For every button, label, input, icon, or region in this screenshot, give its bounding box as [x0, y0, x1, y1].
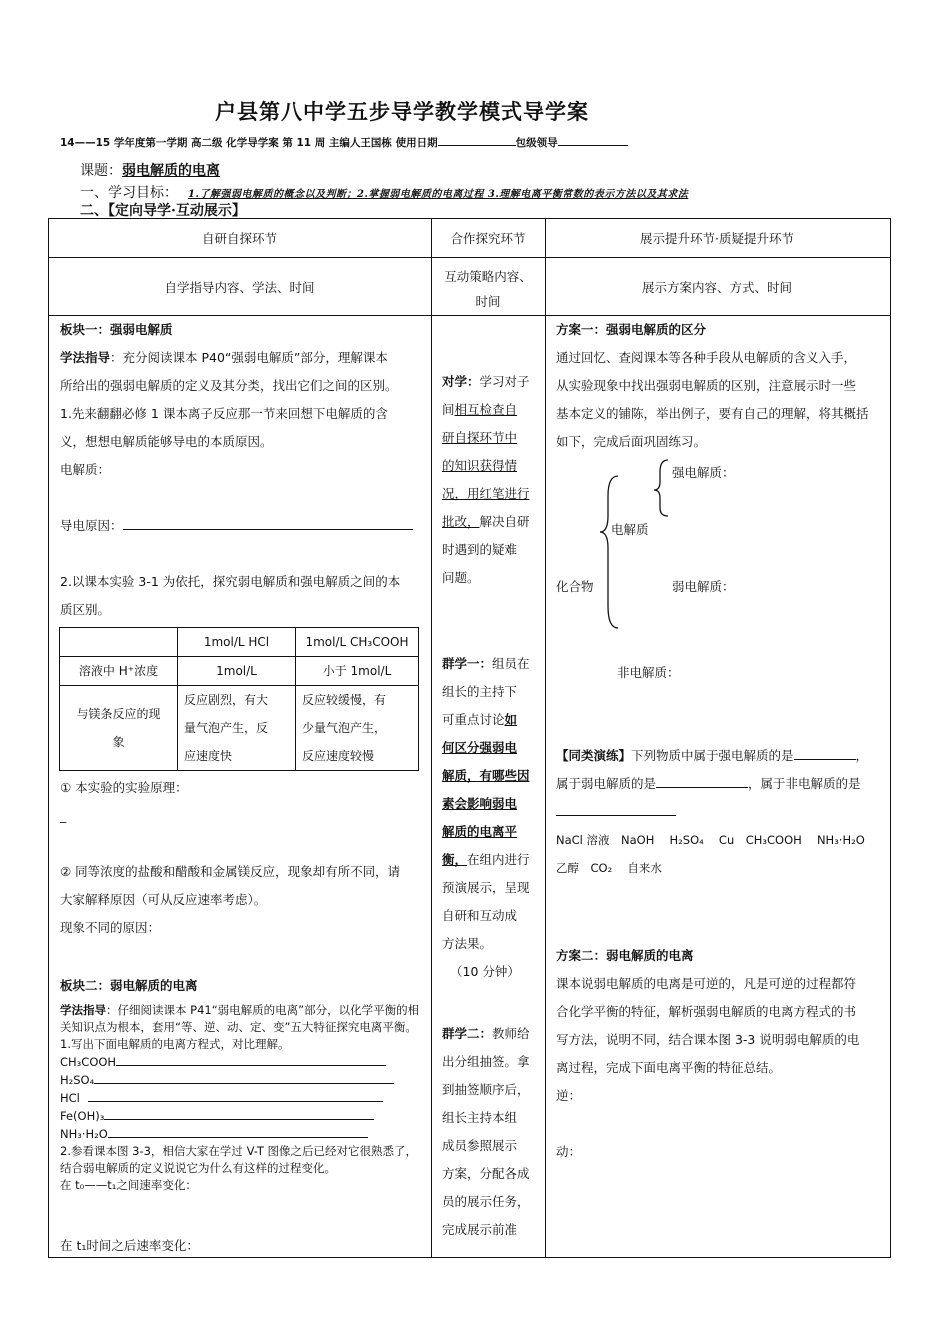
equation-line: [60, 1071, 422, 1089]
text: 时遇到的疑难: [442, 542, 518, 557]
col3-plan1: [556, 316, 886, 456]
method-text: ：仔细阅读课本 P41“弱电解质的电离”部分，以化学平衡的相关知识点为根本，套用“等、逆、动、定、变”五大特征探究电离平衡。: [60, 1003, 420, 1034]
text: 学习对子: [479, 374, 530, 389]
col2-pair-study: [442, 368, 537, 592]
conduct-line: [60, 512, 425, 540]
question3-line1: ② 同等浓度的盐酸和醋酸和金属镁反应，现象却有所不同，请: [60, 864, 401, 879]
conduct-label: 导电原因：: [60, 518, 123, 533]
topic-line: [80, 160, 220, 180]
text: 况，用红笔进行: [442, 486, 530, 501]
text: 下列物质中属于强电解质的是: [631, 748, 794, 763]
dynamic-label: 动：: [556, 1144, 582, 1159]
t-range-2-wrap: [60, 1232, 425, 1260]
col-header-cooperation: 合作探究环节: [450, 231, 526, 246]
t-range-1: 在 t₀——t₁之间速率变化：: [60, 1178, 197, 1192]
goal-line: [80, 182, 688, 202]
weak-electrolyte-label: 弱电解质：: [672, 579, 735, 594]
text: 离过程，完成下面电离平衡的特征总结。: [556, 1060, 782, 1075]
text: 组员在: [492, 656, 530, 671]
text: 方法果。: [442, 936, 493, 951]
block2-title-text: 板块二：弱电解质的电离: [60, 978, 198, 993]
block1-method-line2: 所给出的强弱电解质的定义及其分类，找出它们之间的区别。: [60, 378, 398, 393]
text: 批改，: [442, 514, 480, 529]
text: ，属于非电解质的是: [748, 776, 861, 791]
col-header-self-study: 自研自探环节: [201, 231, 277, 246]
table-cell: [296, 686, 419, 771]
text: 可重点讨论: [442, 712, 505, 727]
text: 如下，完成后面巩固练习。: [556, 434, 707, 449]
question2-line2: 质区别。: [60, 602, 111, 617]
col-sub-cooperation: [431, 264, 545, 314]
meta-prefix: 14——15 学年度第一学期 高二级 化学导学案 第 11 周 主编人王国栋 使用日期: [60, 137, 438, 149]
text: 何区分强弱电: [442, 740, 518, 755]
cell-line: 反应较缓慢，有: [302, 693, 387, 707]
text: 属于弱电解质的是: [556, 776, 657, 791]
block2-title: [60, 972, 425, 1000]
divider: [545, 218, 546, 1257]
col-sub-self-study: 自学指导内容、学法、时间: [164, 280, 315, 295]
reverse-label: 逆：: [556, 1088, 582, 1103]
section-heading: 二、【定向导学·互动展示】: [80, 203, 246, 219]
electrolyte-label: 电解质: [611, 522, 649, 537]
text: 完成展示前准: [442, 1222, 518, 1237]
col2-group-study-1: [442, 650, 537, 986]
text: 组长主持本组: [442, 1110, 518, 1125]
block2-content: [60, 1002, 422, 1194]
divider: [431, 218, 432, 1257]
text: 自研和互动成: [442, 908, 518, 923]
text: 教师给: [492, 1026, 530, 1041]
goal-label: 一、学习目标：: [80, 185, 178, 201]
substances-line1: NaCl 溶液 NaOH H₂SO₄ Cu CH₃COOH NH₃·H₂O: [556, 833, 865, 847]
page-title: 户县第八中学五步导学教学模式导学案: [215, 100, 589, 124]
method-label: 学法指导: [60, 350, 111, 365]
answer-blank[interactable]: [556, 801, 676, 816]
t-range-2: 在 t₁时间之后速率变化：: [60, 1238, 199, 1253]
topic-value: 弱电解质的电离: [122, 163, 220, 179]
answer-blank[interactable]: [656, 773, 748, 788]
group1-label: 群学一：: [442, 656, 493, 671]
text: 从实验现象中找出强弱电解质的区别，注意展示时一些: [556, 378, 857, 393]
col-header-display: 展示提升环节·质疑提升环节: [640, 231, 794, 246]
equation-blank[interactable]: [116, 1053, 386, 1066]
eq-label: NH₃·H₂O: [60, 1127, 108, 1141]
inner-brace: [654, 460, 668, 516]
text: 写方法，说明不同，结合课本图 3-3 说明弱电解质的电: [556, 1032, 860, 1047]
pair-study-label: 对学：: [442, 374, 480, 389]
method-label: 学法指导: [60, 1003, 106, 1017]
eq-label: Fe(OH)₃: [60, 1109, 105, 1123]
reason-label: 现象不同的原因：: [60, 920, 161, 935]
method-text: ：充分阅读课本 P40“强弱电解质”部分，理解课本: [110, 350, 388, 365]
group2-label: 群学二：: [442, 1026, 493, 1041]
strong-electrolyte-label: 强电解质：: [672, 465, 735, 480]
eq-label: HCl: [60, 1091, 80, 1105]
text: 在组内进行: [467, 852, 530, 867]
plan2-title: 方案二：弱电解质的电离: [556, 948, 694, 963]
principle-dash: _: [60, 808, 67, 823]
electrolyte-label: 电解质：: [60, 462, 111, 477]
question1-line1: 1.先来翻翻必修 1 课本离子反应那一节来回想下电解质的含: [60, 406, 388, 421]
outer-brace: [600, 476, 618, 628]
text: 到抽签顺序后，: [442, 1082, 530, 1097]
col3-practice: [556, 742, 886, 882]
equation-line: [60, 1107, 422, 1125]
table-cell: 溶液中 H⁺浓度: [60, 657, 178, 686]
block2-question1: 1.写出下面电解质的电离方程式，对比理解。: [60, 1037, 290, 1051]
meta-line: [60, 134, 628, 150]
text: 员的展示任务，: [442, 1194, 530, 1209]
practice-label: 【同类演练】: [556, 748, 632, 763]
col2-group-study-2: [442, 1020, 537, 1244]
goal-value: 1.了解强弱电解质的概念以及判断；2.掌握弱电解质的电离过程 3.理解电离平衡常数的表示方法以及其求法: [188, 189, 689, 200]
substances-line2: 乙醇 CO₂ 自来水: [556, 861, 662, 875]
eq-label: CH₃COOH: [60, 1055, 117, 1069]
text: 成员参照展示: [442, 1138, 518, 1153]
equation-blank[interactable]: [108, 1125, 368, 1138]
principle-label: ① 本实验的实验原理：: [60, 780, 188, 795]
meta-mid: 包级领导: [515, 137, 558, 149]
col-sub-cooperation-line1: 互动策略内容、: [444, 269, 532, 284]
table-cell: [178, 686, 296, 771]
cell-line: 象: [112, 735, 125, 749]
text: 解决自研: [479, 514, 530, 529]
block2-method: [60, 1002, 422, 1036]
table-cell: 1mol/L HCl: [178, 628, 296, 657]
date-blank[interactable]: [438, 134, 516, 146]
question2-line1: 2.以课本实验 3-1 为依托，探究弱电解质和强电解质之间的本: [60, 574, 401, 589]
answer-blank[interactable]: [794, 745, 856, 760]
equation-blank[interactable]: [104, 1107, 374, 1120]
text: 相互检查自: [454, 402, 518, 417]
eq-label: H₂SO₄: [60, 1073, 95, 1087]
text: 预演展示，呈现: [442, 880, 530, 895]
text: 方案，分配各成: [442, 1166, 530, 1181]
equation-blank[interactable]: [88, 1089, 383, 1102]
table-cell: [60, 686, 178, 771]
question1-line2: 义，想想电解质能够导电的本质原因。: [60, 434, 273, 449]
conduct-blank[interactable]: [123, 515, 413, 530]
classification-braces: [598, 456, 678, 636]
text: 如: [504, 712, 518, 727]
text: 基本定义的铺陈，举出例子，要有自己的理解，将其概括: [556, 406, 869, 421]
topic-label: 课题：: [80, 163, 122, 179]
equation-line: [60, 1089, 422, 1107]
text: 解质，有哪些因: [442, 768, 530, 783]
cell-line: 量气泡产生，反: [184, 721, 269, 735]
cell-line: 与镁条反应的现: [76, 707, 161, 721]
block2-question2: 2.参看课本图 3-3，相信大家在学过 V-T 图像之后已经对它很熟悉了，结合弱电解质的定义说说它为什么有这样的过程变化。: [60, 1144, 418, 1175]
cell-line: 反应速度较慢: [302, 749, 375, 763]
col-sub-cooperation-line2: 时间: [475, 294, 501, 309]
text: 的知识获得情: [442, 458, 518, 473]
leader-blank[interactable]: [558, 134, 628, 146]
block1-method-line1: [60, 344, 425, 372]
col3-plan2: [556, 942, 886, 1166]
divider: [48, 257, 890, 258]
col1-content-2: [60, 774, 425, 942]
question3-line2: 大家解释原因（可从反应速率考虑）。: [60, 892, 267, 907]
table-cell: [60, 628, 178, 657]
text: 间: [442, 402, 455, 417]
text: 课本说弱电解质的电离是可逆的，凡是可逆的过程都符: [556, 976, 857, 991]
text: 衡，: [442, 852, 468, 867]
equation-line: [60, 1125, 422, 1143]
cell-line: 少量气泡产生，: [302, 721, 387, 735]
block1-title: 板块一：强弱电解质: [60, 322, 173, 337]
compound-label: 化合物: [556, 579, 594, 594]
cell-line: 应速度快: [184, 749, 233, 763]
time-text: （10 分钟）: [450, 964, 520, 979]
text: 组长的主持下: [442, 684, 518, 699]
col-sub-display: 展示方案内容、方式、时间: [641, 280, 792, 295]
table-cell: 1mol/L: [178, 657, 296, 686]
text: 出分组抽签。拿: [442, 1054, 530, 1069]
non-electrolyte-label: 非电解质：: [617, 665, 680, 680]
col1-content: [60, 316, 425, 624]
equation-line: [60, 1053, 422, 1071]
text: 解质的电离平: [442, 824, 518, 839]
text: 问题。: [442, 570, 480, 585]
text: 合化学平衡的特征，解析强弱电解质的电离方程式的书: [556, 1004, 857, 1019]
text: 通过回忆、查阅课本等各种手段从电解质的含义入手，: [556, 350, 857, 365]
plan1-title: 方案一：强弱电解质的区分: [556, 322, 707, 337]
table-cell: 小于 1mol/L: [296, 657, 419, 686]
text: 素会影响弱电: [442, 796, 518, 811]
table-cell: 1mol/L CH₃COOH: [296, 628, 419, 657]
cell-line: 反应剧烈，有大: [184, 693, 269, 707]
text: ，: [855, 748, 869, 763]
text: 研自探环节中: [442, 430, 518, 445]
equation-blank[interactable]: [94, 1071, 394, 1084]
experiment-table: [59, 627, 419, 771]
